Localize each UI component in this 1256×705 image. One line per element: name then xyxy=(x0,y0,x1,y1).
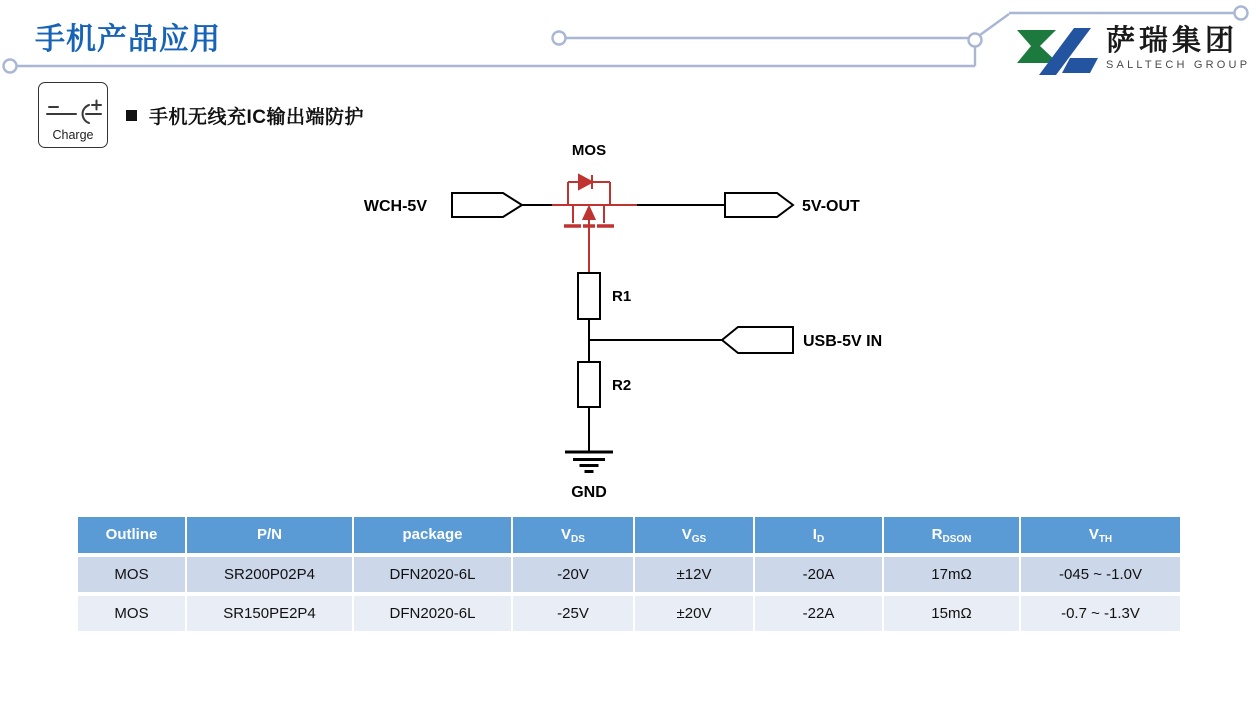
col-header-vds: $V_{DS}$ xyxy=(513,517,635,553)
port-wch5v-arrow-icon xyxy=(452,193,522,217)
circuit-wires xyxy=(522,205,725,452)
deco-node-junction-icon xyxy=(969,34,982,47)
logo-name-en: SALLTECH GROUP xyxy=(1106,59,1251,71)
section-heading xyxy=(126,102,364,129)
col-header-vgs: $V_{GS}$ xyxy=(635,517,755,553)
deco-node-right-icon xyxy=(1235,7,1248,20)
r1-label: R1 xyxy=(612,288,632,305)
table-row xyxy=(78,596,1180,631)
cell-outline: MOS xyxy=(78,557,187,592)
cell-outline: MOS xyxy=(78,596,187,631)
col-header-package: package xyxy=(354,517,513,553)
mos-label: MOS xyxy=(571,142,607,159)
cell-vds: -25V xyxy=(513,596,635,631)
col-header-rdson: $R_{DSON}$ xyxy=(884,517,1021,553)
cell-vds: -20V xyxy=(513,557,635,592)
resistor-r1 xyxy=(578,273,600,319)
page-title: 手机产品应用 xyxy=(35,23,221,56)
r2-label: R2 xyxy=(612,377,632,394)
table-header-row xyxy=(78,517,1180,553)
company-logo xyxy=(1015,24,1250,78)
cell-id: -22A xyxy=(755,596,884,631)
col-header-id: $I_D$ xyxy=(755,517,884,553)
cell-vgs: ±20V xyxy=(635,596,755,631)
spec-table xyxy=(78,513,1180,635)
cell-vth: -0.7 ~ -1.3V xyxy=(1021,596,1180,631)
mos-arrow-icon xyxy=(584,207,595,219)
cell-vth: -045 ~ -1.0V xyxy=(1021,557,1180,592)
cell-id: -20A xyxy=(755,557,884,592)
deco-line-diagonal xyxy=(980,14,1009,35)
resistor-r2 xyxy=(578,362,600,407)
cell-vgs: ±12V xyxy=(635,557,755,592)
battery-charge-icon xyxy=(39,83,109,129)
ground-symbol-icon xyxy=(565,452,613,472)
cell-pn: SR150PE2P4 xyxy=(187,596,354,631)
body-diode-icon xyxy=(579,175,592,189)
section-title: 手机无线充IC输出端防护 xyxy=(149,107,365,128)
col-header-outline: Outline xyxy=(78,517,187,553)
charge-badge xyxy=(38,82,108,148)
port-5vout-arrow-icon xyxy=(725,193,793,217)
5vout-label: 5V-OUT xyxy=(802,198,860,215)
usb5v-label: USB-5V IN xyxy=(803,333,883,350)
cell-package: DFN2020-6L xyxy=(354,557,513,592)
cell-rdson: 15mΩ xyxy=(884,596,1021,631)
deco-node-mid-icon xyxy=(553,32,566,45)
charge-label: Charge xyxy=(52,128,94,142)
logo-name-cn: 萨瑞集团 xyxy=(1106,25,1239,57)
cell-pn: SR200P02P4 xyxy=(187,557,354,592)
mos-symbol xyxy=(552,175,637,273)
cell-package: DFN2020-6L xyxy=(354,596,513,631)
logo-mark-icon xyxy=(1015,26,1100,78)
logo-text xyxy=(1106,24,1250,71)
wch5v-label: WCH-5V xyxy=(363,198,427,215)
circuit-diagram xyxy=(340,135,900,510)
col-header-pn: P/N xyxy=(187,517,354,553)
bullet-square-icon xyxy=(126,110,137,121)
deco-node-left-icon xyxy=(4,60,17,73)
table-row xyxy=(78,557,1180,592)
port-usb5v-arrow-icon xyxy=(722,327,793,353)
col-header-vth: $V_{TH}$ xyxy=(1021,517,1180,553)
gnd-label: GND xyxy=(571,484,607,501)
cell-rdson: 17mΩ xyxy=(884,557,1021,592)
